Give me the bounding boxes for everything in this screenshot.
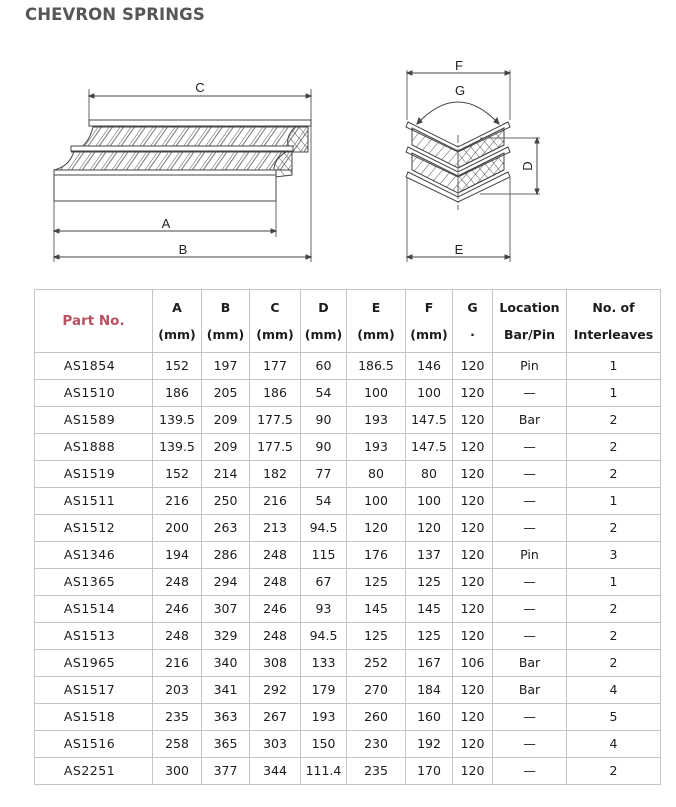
cell-interleaves: 2 [567,623,661,650]
cell-c: 182 [250,461,301,488]
cell-location: Pin [493,542,567,569]
cell-d: 94.5 [301,623,347,650]
header-interleaves: No. of Interleaves [567,290,661,353]
cell-g: 106 [453,650,493,677]
cell-a: 248 [153,623,202,650]
cell-c: 246 [250,596,301,623]
cell-f: 160 [406,704,453,731]
cell-c: 177.5 [250,434,301,461]
cell-e: 176 [347,542,406,569]
cell-b: 377 [202,758,250,785]
dimension-label-f: F [455,58,463,73]
cell-g: 120 [453,623,493,650]
cell-d: 90 [301,434,347,461]
cell-a: 152 [153,461,202,488]
cell-d: 150 [301,731,347,758]
table-row [35,542,661,569]
cell-d: 133 [301,650,347,677]
cell-location: — [493,731,567,758]
page-title: CHEVRON SPRINGS [25,5,205,24]
cell-e: 100 [347,488,406,515]
cell-part: AS1518 [35,704,153,731]
cell-b: 340 [202,650,250,677]
cell-e: 120 [347,515,406,542]
cell-c: 213 [250,515,301,542]
cell-f: 80 [406,461,453,488]
cell-d: 193 [301,704,347,731]
cell-f: 100 [406,488,453,515]
cell-b: 363 [202,704,250,731]
cell-b: 294 [202,569,250,596]
cell-interleaves: 1 [567,488,661,515]
cell-part: AS1854 [35,353,153,380]
cell-interleaves: 1 [567,380,661,407]
cell-g: 120 [453,434,493,461]
cell-g: 120 [453,731,493,758]
cell-a: 194 [153,542,202,569]
cell-g: 120 [453,704,493,731]
cell-g: 120 [453,677,493,704]
cell-c: 177.5 [250,407,301,434]
table-body [35,353,661,785]
cell-b: 250 [202,488,250,515]
header-c: C (mm) [250,290,301,353]
cell-e: 193 [347,434,406,461]
cell-c: 308 [250,650,301,677]
cell-a: 235 [153,704,202,731]
table-row [35,488,661,515]
table-row [35,704,661,731]
cell-f: 125 [406,569,453,596]
cell-a: 200 [153,515,202,542]
dimension-label-c: C [195,80,205,95]
header-part-no: Part No. [35,290,153,353]
cell-b: 209 [202,407,250,434]
cell-location: Bar [493,677,567,704]
table-row [35,569,661,596]
cell-g: 120 [453,488,493,515]
header-b: B (mm) [202,290,250,353]
cell-e: 252 [347,650,406,677]
cell-interleaves: 4 [567,677,661,704]
table-row [35,650,661,677]
cell-b: 205 [202,380,250,407]
cell-b: 329 [202,623,250,650]
cell-a: 186 [153,380,202,407]
cell-a: 300 [153,758,202,785]
dimension-label-a: A [161,216,171,231]
cell-d: 179 [301,677,347,704]
cell-g: 120 [453,407,493,434]
cell-f: 170 [406,758,453,785]
cell-d: 54 [301,380,347,407]
cell-interleaves: 4 [567,731,661,758]
cell-location: — [493,488,567,515]
cell-g: 120 [453,758,493,785]
dimension-label-d: D [520,161,535,171]
cell-a: 248 [153,569,202,596]
header-f: F (mm) [406,290,453,353]
cell-location: — [493,515,567,542]
cell-e: 125 [347,623,406,650]
cell-part: AS1513 [35,623,153,650]
cell-interleaves: 3 [567,542,661,569]
spec-table [34,289,661,785]
cell-g: 120 [453,569,493,596]
cell-b: 263 [202,515,250,542]
cell-f: 120 [406,515,453,542]
dimension-label-g: G [454,83,466,98]
cell-c: 177 [250,353,301,380]
cell-part: AS1589 [35,407,153,434]
cell-e: 235 [347,758,406,785]
side-view [54,89,311,262]
cell-a: 246 [153,596,202,623]
cell-c: 267 [250,704,301,731]
cell-a: 139.5 [153,407,202,434]
cell-e: 100 [347,380,406,407]
cell-d: 93 [301,596,347,623]
cell-interleaves: 2 [567,650,661,677]
cell-g: 120 [453,461,493,488]
cell-f: 147.5 [406,407,453,434]
cell-a: 216 [153,488,202,515]
cell-part: AS1512 [35,515,153,542]
header-e: E (mm) [347,290,406,353]
cell-b: 307 [202,596,250,623]
cell-location: — [493,380,567,407]
cell-c: 248 [250,623,301,650]
cell-f: 137 [406,542,453,569]
cell-f: 184 [406,677,453,704]
cell-interleaves: 1 [567,569,661,596]
cell-c: 248 [250,542,301,569]
cell-f: 147.5 [406,434,453,461]
cell-c: 292 [250,677,301,704]
dimension-label-b: B [178,242,188,257]
table-row [35,623,661,650]
table-row [35,758,661,785]
table-row [35,515,661,542]
cell-b: 214 [202,461,250,488]
table-header-row [35,290,661,353]
chevron-spring-drawing [0,0,676,285]
cell-b: 197 [202,353,250,380]
cell-d: 60 [301,353,347,380]
cell-f: 167 [406,650,453,677]
cell-f: 146 [406,353,453,380]
cell-c: 216 [250,488,301,515]
cell-e: 230 [347,731,406,758]
cell-a: 152 [153,353,202,380]
cell-c: 186 [250,380,301,407]
table-row [35,731,661,758]
cell-a: 216 [153,650,202,677]
cell-f: 125 [406,623,453,650]
cell-d: 77 [301,461,347,488]
cell-d: 94.5 [301,515,347,542]
table-row [35,353,661,380]
header-g: G · [453,290,493,353]
cell-location: — [493,434,567,461]
cell-part: AS1888 [35,434,153,461]
table-row [35,677,661,704]
cell-a: 258 [153,731,202,758]
cell-c: 248 [250,569,301,596]
cell-interleaves: 2 [567,434,661,461]
cell-interleaves: 2 [567,596,661,623]
cell-b: 209 [202,434,250,461]
cell-g: 120 [453,596,493,623]
cell-location: Pin [493,353,567,380]
cell-a: 203 [153,677,202,704]
cell-e: 193 [347,407,406,434]
cell-b: 286 [202,542,250,569]
cell-location: — [493,569,567,596]
cell-g: 120 [453,542,493,569]
cell-g: 120 [453,380,493,407]
cell-location: — [493,758,567,785]
cell-f: 100 [406,380,453,407]
cell-e: 260 [347,704,406,731]
cell-g: 120 [453,353,493,380]
cell-b: 365 [202,731,250,758]
cell-interleaves: 5 [567,704,661,731]
cell-d: 54 [301,488,347,515]
cell-part: AS1510 [35,380,153,407]
cell-b: 341 [202,677,250,704]
cell-part: AS1965 [35,650,153,677]
cell-part: AS2251 [35,758,153,785]
cell-e: 186.5 [347,353,406,380]
header-a: A (mm) [153,290,202,353]
cell-interleaves: 2 [567,758,661,785]
cell-c: 344 [250,758,301,785]
cell-interleaves: 2 [567,461,661,488]
cell-c: 303 [250,731,301,758]
cell-g: 120 [453,515,493,542]
cell-part: AS1365 [35,569,153,596]
cell-d: 115 [301,542,347,569]
dimension-label-e: E [454,242,464,257]
cell-location: — [493,623,567,650]
cell-part: AS1519 [35,461,153,488]
header-d: D (mm) [301,290,347,353]
table-row [35,434,661,461]
cell-interleaves: 1 [567,353,661,380]
cell-part: AS1511 [35,488,153,515]
cell-location: Bar [493,407,567,434]
cell-part: AS1516 [35,731,153,758]
cell-e: 80 [347,461,406,488]
cell-e: 270 [347,677,406,704]
table-row [35,596,661,623]
cell-location: — [493,596,567,623]
cell-interleaves: 2 [567,407,661,434]
header-location: Location Bar/Pin [493,290,567,353]
cell-part: AS1346 [35,542,153,569]
cell-location: — [493,461,567,488]
cell-f: 192 [406,731,453,758]
table-row [35,380,661,407]
cell-location: — [493,704,567,731]
cell-e: 145 [347,596,406,623]
table-row [35,461,661,488]
cell-part: AS1514 [35,596,153,623]
cell-a: 139.5 [153,434,202,461]
cell-d: 67 [301,569,347,596]
cell-d: 90 [301,407,347,434]
cell-e: 125 [347,569,406,596]
table-row [35,407,661,434]
cell-d: 111.4 [301,758,347,785]
cell-part: AS1517 [35,677,153,704]
cell-f: 145 [406,596,453,623]
cell-location: Bar [493,650,567,677]
cell-interleaves: 2 [567,515,661,542]
